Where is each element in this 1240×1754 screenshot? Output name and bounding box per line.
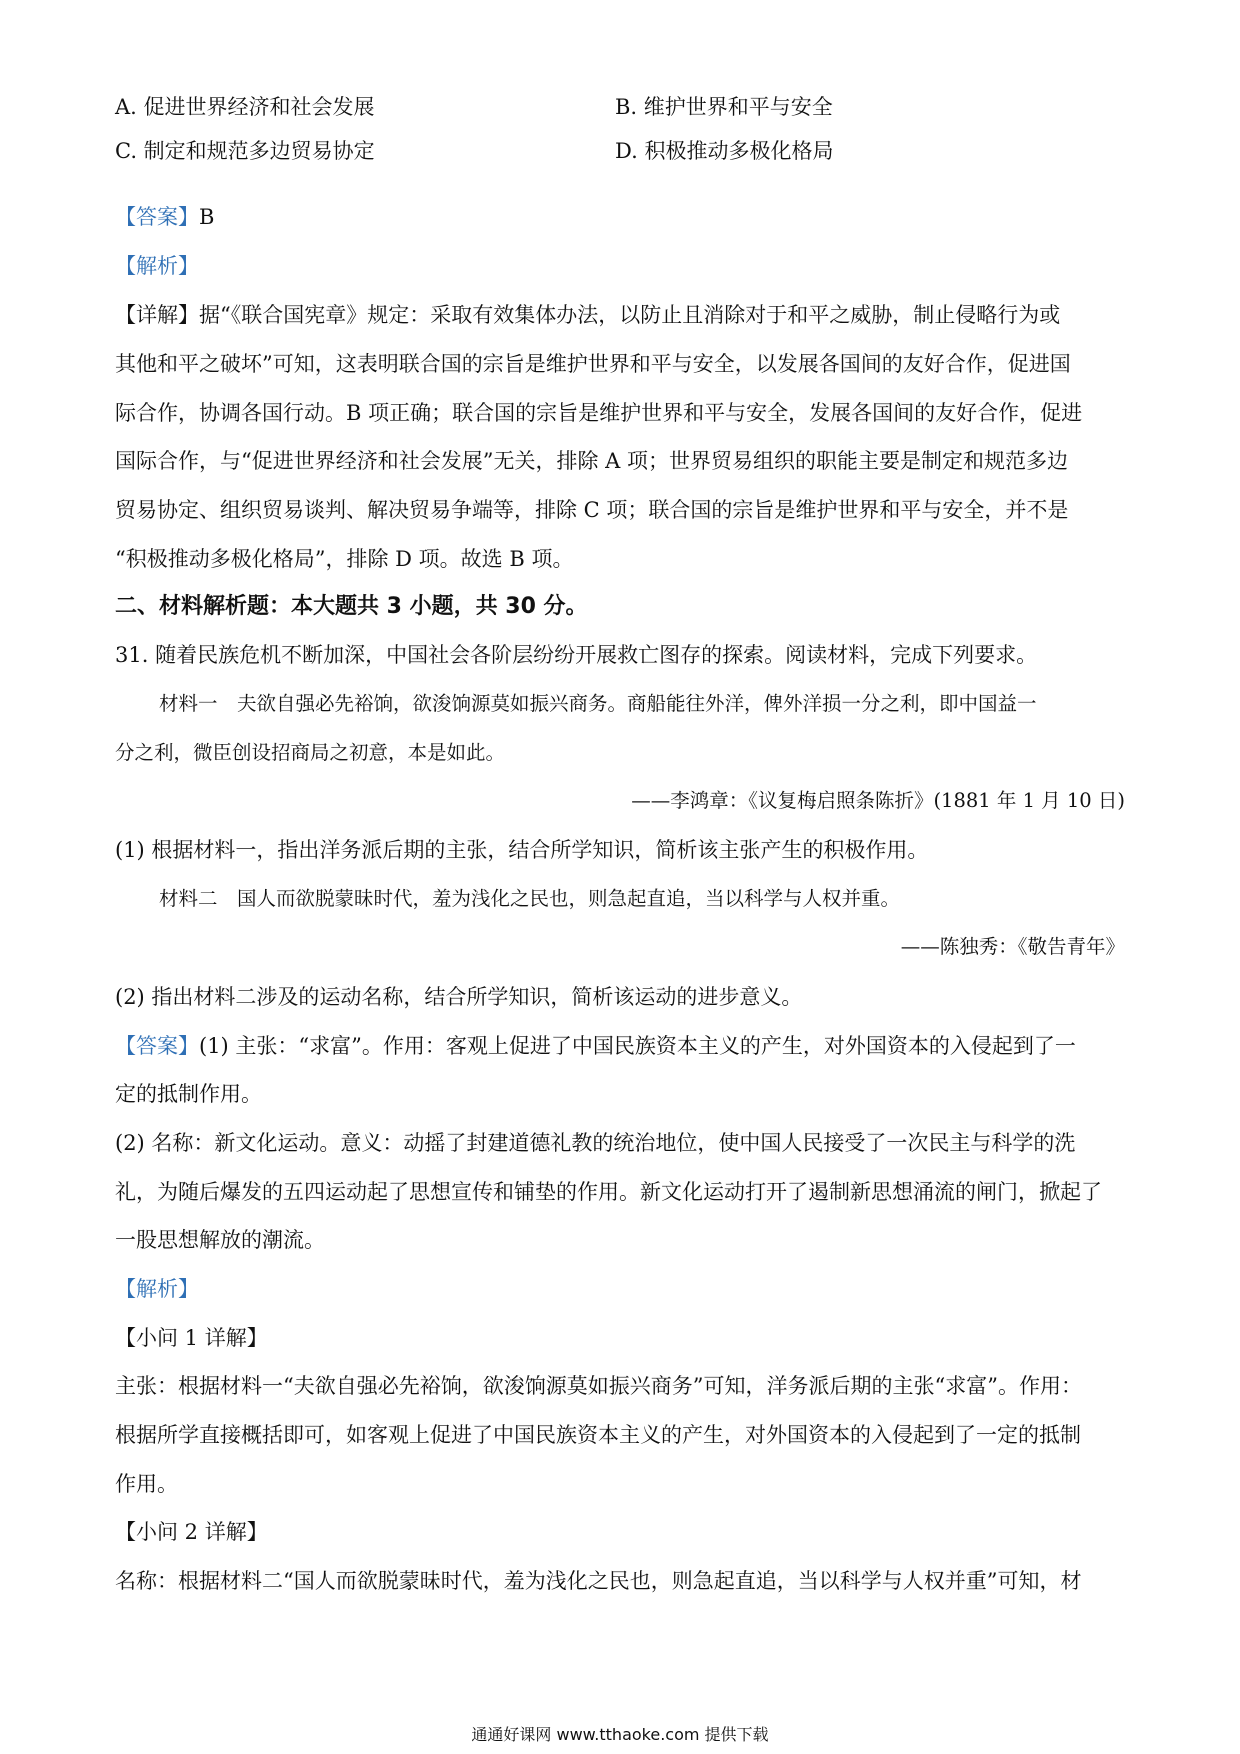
- q30-detail-line-3: 际合作，协调各国行动。B 项正确；联合国的宗旨是维护世界和平与安全，发展各国间的友好合作，促进: [115, 401, 1083, 425]
- option-a: A. 促进世界经济和社会发展: [115, 95, 375, 119]
- q30-detail-line-6: “积极推动多极化格局”，排除 D 项。故选 B 项。: [115, 547, 574, 571]
- sub1-line-2: 根据所学直接概括即可，如客观上促进了中国民族资本主义的产生，对外国资本的入侵起到了一定的抵制: [115, 1423, 1081, 1447]
- option-d: D. 积极推动多极化格局: [615, 139, 834, 163]
- q31-analysis-tag: 【解析】: [115, 1277, 199, 1301]
- q30-detail-line-4: 国际合作，与“促进世界经济和社会发展”无关，排除 A 项；世界贸易组织的职能主要是制定和规范多边: [115, 449, 1068, 473]
- material1-line-2: 分之利，微臣创设招商局之初意，本是如此。: [115, 741, 506, 764]
- section-heading: 二、材料解析题：本大题共 3 小题，共 30 分。: [115, 594, 588, 619]
- option-b: B. 维护世界和平与安全: [615, 95, 833, 119]
- q30-answer: [115, 203, 1125, 231]
- q31-answer-line-2: 定的抵制作用。: [115, 1082, 262, 1106]
- material2-text: 材料二 国人而欲脱蒙昧时代，羞为浅化之民也，则急起直追，当以科学与人权并重。: [159, 887, 901, 910]
- sub1-line-3: 作用。: [115, 1472, 178, 1496]
- q30-detail-line-5: 贸易协定、组织贸易谈判、解决贸易争端等，排除 C 项；联合国的宗旨是维护世界和平与安全，并不是: [115, 498, 1069, 522]
- page-footer: 通通好课网 www.tthaoke.com 提供下载: [471, 1725, 769, 1744]
- material2-source: ——陈独秀：《敬告青年》: [900, 935, 1125, 958]
- option-c: C. 制定和规范多边贸易协定: [115, 139, 375, 163]
- q31-stem: 31. 随着民族危机不断加深，中国社会各阶层纷纷开展救亡图存的探索。阅读材料，完成下列要求。: [115, 643, 1038, 667]
- q31-question-2: (2) 指出材料二涉及的运动名称，结合所学知识，简析该运动的进步意义。: [115, 985, 803, 1009]
- answer-tag: 【答案】: [115, 205, 199, 229]
- q31-answer-line-4: 礼，为随后爆发的五四运动起了思想宣传和铺垫的作用。新文化运动打开了遏制新思想涌流的闸门，掀起了: [115, 1180, 1102, 1204]
- q31-answer-line-5: 一股思想解放的潮流。: [115, 1228, 325, 1252]
- sub1-title: 【小问 1 详解】: [115, 1326, 268, 1350]
- q31-answer-line-3: (2) 名称：新文化运动。意义：动摇了封建道德礼教的统治地位，使中国人民接受了一次民主与科学的洗: [115, 1131, 1076, 1155]
- q30-detail-line-1: 【详解】据“《联合国宪章》规定：采取有效集体办法，以防止且消除对于和平之威胁，制止侵略行为或: [115, 303, 1061, 327]
- sub1-line-1: 主张：根据材料一“夫欲自强必先裕饷，欲浚饷源莫如振兴商务”可知，洋务派后期的主张“求富”。作用：: [115, 1374, 1082, 1398]
- material1-line-1: 材料一 夫欲自强必先裕饷，欲浚饷源莫如振兴商务。商船能往外洋，俾外洋损一分之利，即中国益一: [159, 692, 1037, 715]
- sub2-line-1: 名称：根据材料二“国人而欲脱蒙昧时代，羞为浅化之民也，则急起直追，当以科学与人权并重”可知，材: [115, 1569, 1082, 1593]
- material1-source: ——李鸿章：《议复梅启照条陈折》(1881 年 1 月 10 日): [631, 789, 1125, 812]
- answer-value: B: [199, 205, 215, 229]
- q31-question-1: (1) 根据材料一，指出洋务派后期的主张，结合所学知识，简析该主张产生的积极作用。: [115, 838, 929, 862]
- options-row-2: [115, 137, 1125, 165]
- answer-tag: 【答案】: [115, 1034, 199, 1058]
- sub2-title: 【小问 2 详解】: [115, 1520, 268, 1544]
- q30-detail-line-2: 其他和平之破坏”可知，这表明联合国的宗旨是维护世界和平与安全，以发展各国间的友好合作，促进国: [115, 352, 1071, 376]
- options-row-1: [115, 93, 1125, 121]
- q31-answer-line-1: [115, 1032, 1125, 1060]
- q30-analysis-tag: 【解析】: [115, 254, 199, 278]
- answer-text: (1) 主张：“求富”。作用：客观上促进了中国民族资本主义的产生，对外国资本的入侵起到了一: [199, 1034, 1076, 1058]
